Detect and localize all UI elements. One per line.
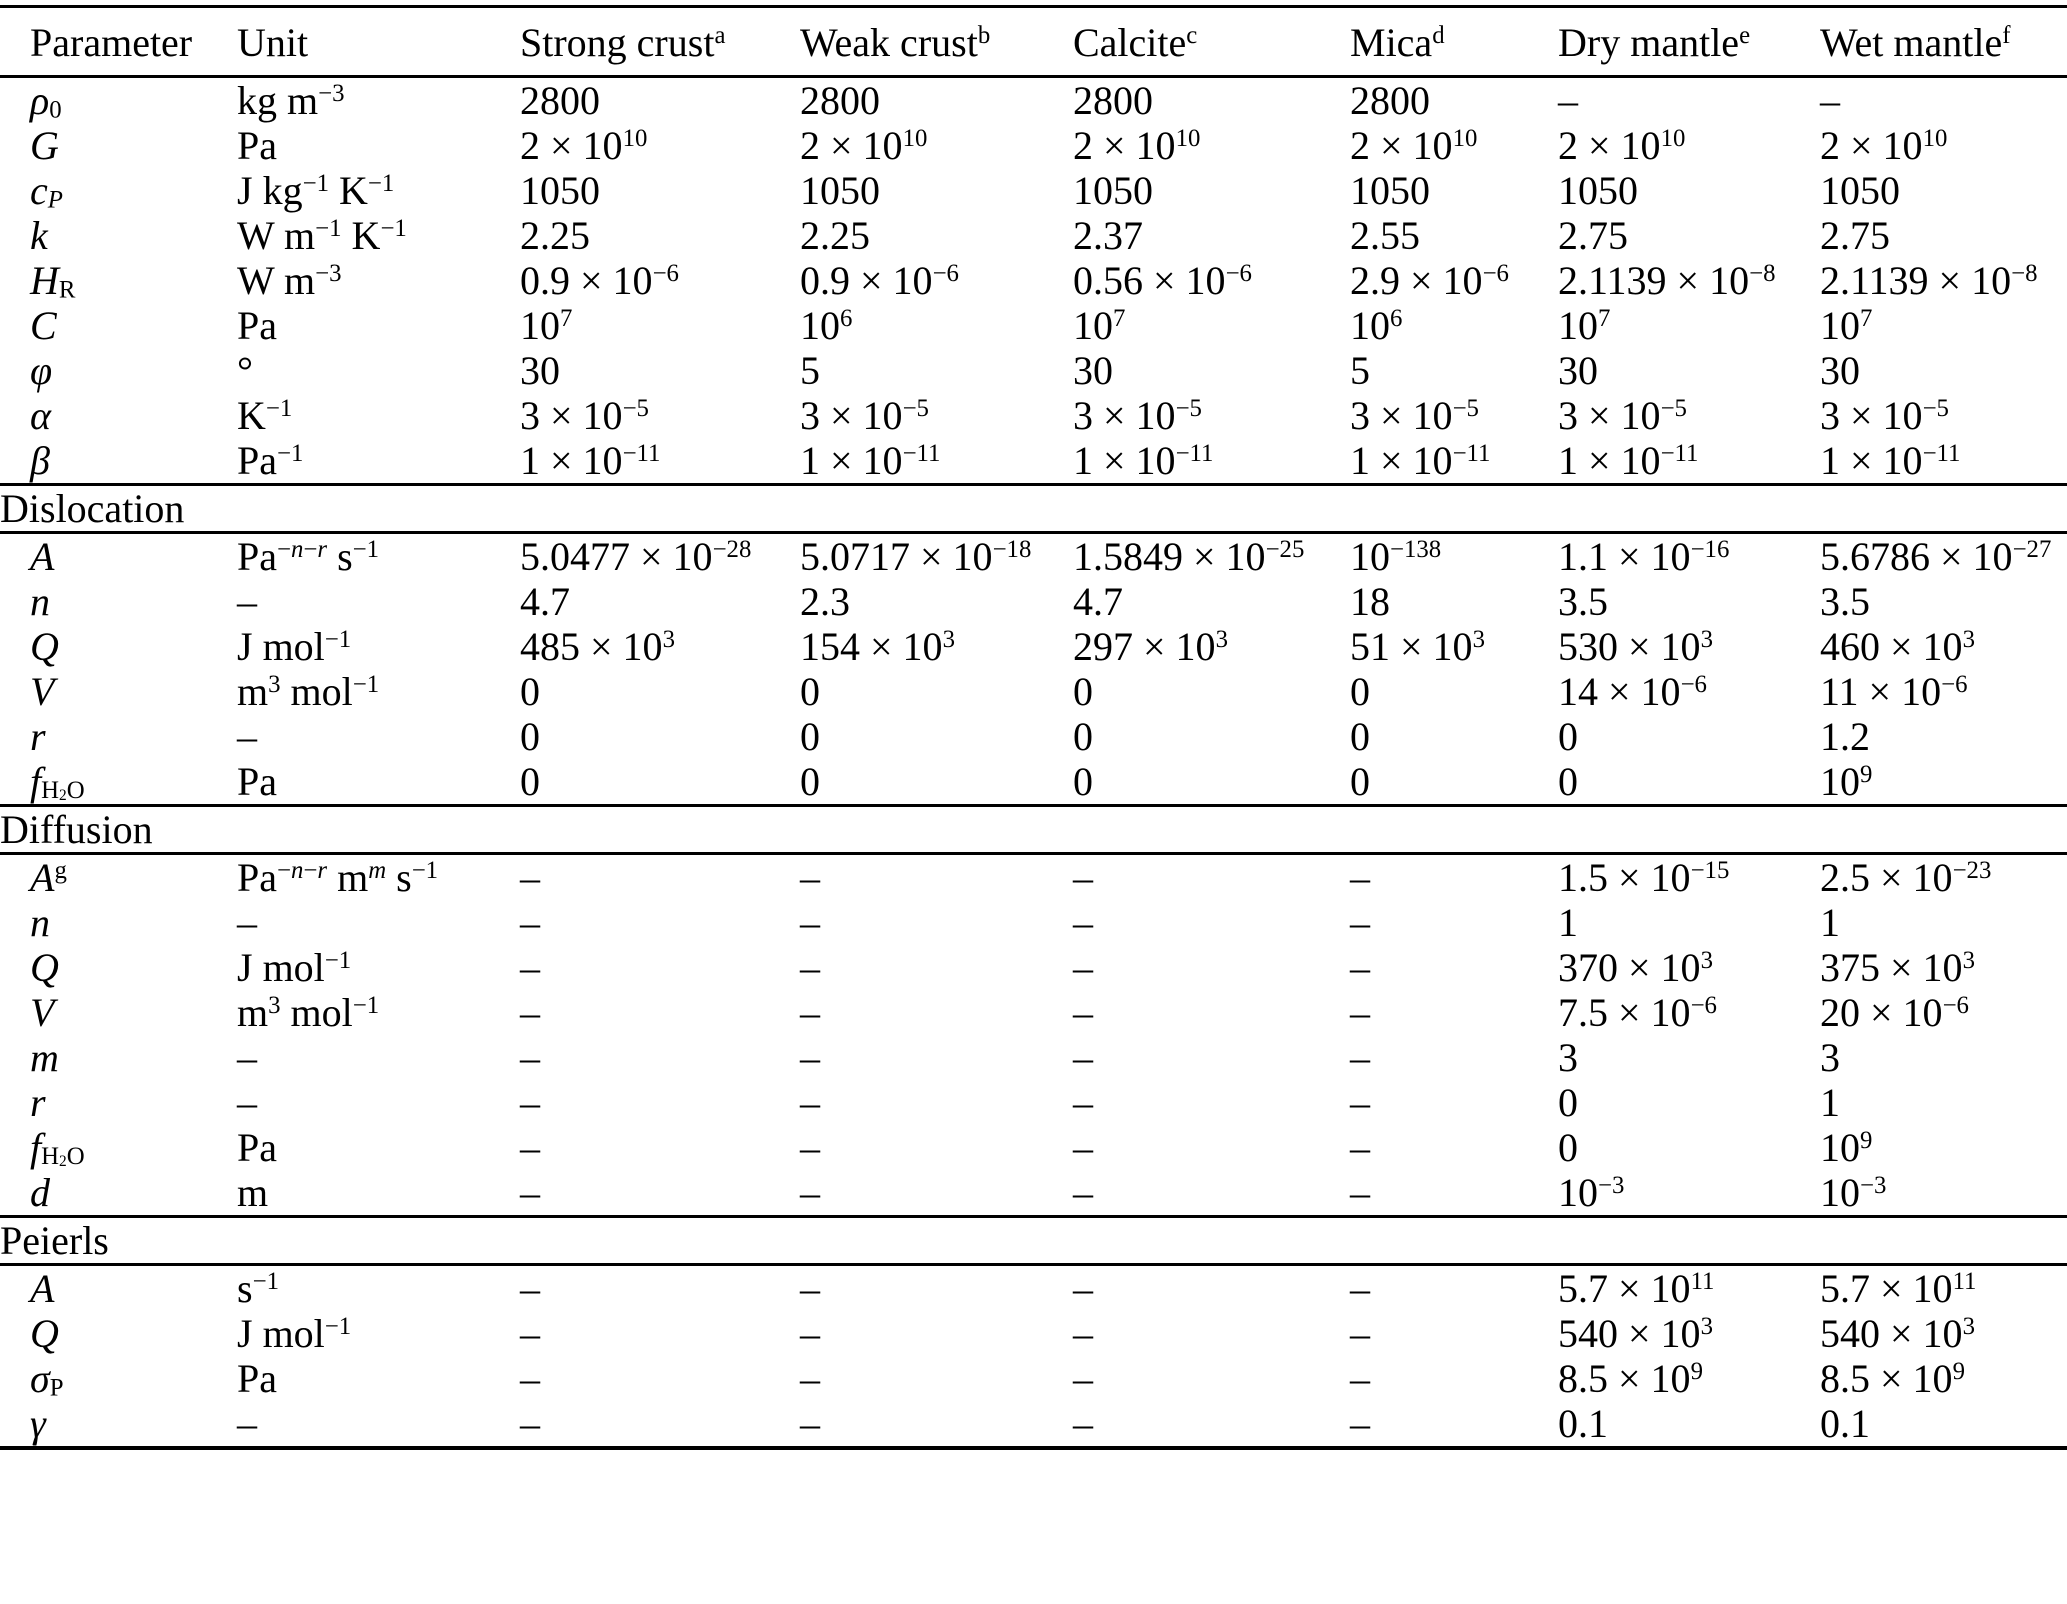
value-cell: – [1350,1356,1370,1401]
unit-cell: W $m^{-1}$ $K^{-1}$ [237,213,407,258]
column-header: Wet mantle$^f$ [1820,7,2067,77]
value-cell: – [1073,1266,1093,1311]
unit-cell: $m^3$ mol$^{-1}$ [237,990,380,1035]
parameter-cell: n [30,900,50,945]
table-header [0,7,2067,77]
parameter-cell: V [30,990,55,1035]
value-cell: 2.37 [1073,213,1143,258]
value-cell: $10^{-138}$ [1350,534,1442,579]
section-rows [0,533,2067,806]
parameter-cell: Q [30,1311,59,1356]
value-cell: – [520,1401,540,1446]
value-cell: 30 [520,348,560,393]
unit-cell: $Pa^{-n-r}$ $m^m$ $s^{-1}$ [237,855,439,900]
table-row [0,759,2067,806]
value-cell: $1.5849 \times 10^{-25}$ [1073,534,1305,579]
parameter-cell: $c_P$ [30,168,63,214]
table-row [0,77,2067,124]
parameter-cell: r [30,1080,46,1125]
value-cell: 2.75 [1820,213,1890,258]
value-cell: $3 \times 10^{-5}$ [1350,393,1479,438]
value-cell: – [1820,78,1840,123]
value-cell: 0 [1558,714,1578,759]
unit-cell: – [237,900,257,945]
value-cell: $370 \times 10^3$ [1558,945,1713,990]
value-cell: 3.5 [1558,579,1608,624]
parameter-cell: V [30,669,55,714]
value-cell: $2 \times 10^{10}$ [1350,123,1478,168]
value-cell: – [1350,900,1370,945]
value-cell: 0 [1350,669,1370,714]
parameter-cell: G [30,123,59,168]
value-cell: $10^9$ [1820,759,1873,804]
parameter-cell: Q [30,945,59,990]
value-cell: 1050 [800,168,880,213]
parameter-cell: $\rho_0$ [30,78,62,124]
value-cell: – [1073,1170,1093,1215]
value-cell: $1 \times 10^{-11}$ [800,438,941,483]
column-header: Strong crust$^a$ [520,7,800,77]
value-cell: $2.1139 \times 10^{-8}$ [1820,258,2038,303]
table-row [0,714,2067,759]
value-cell: – [1350,1080,1370,1125]
parameter-cell: Q [30,624,59,669]
value-cell: $14 \times 10^{-6}$ [1558,669,1707,714]
value-cell: $154 \times 10^3$ [800,624,955,669]
unit-cell: J mol$^{-1}$ [237,1311,352,1356]
value-cell: – [1350,945,1370,990]
unit-cell: – [237,1080,257,1125]
value-cell: 1.2 [1820,714,1870,759]
unit-cell: Pa [237,303,277,348]
value-cell: $10^7$ [520,303,573,348]
section-band [0,806,2067,854]
parameter-cell: r [30,714,46,759]
table-row [0,1401,2067,1448]
section-rows [0,854,2067,1217]
parameter-cell: φ [30,348,53,393]
value-cell: $2.5 \times 10^{-23}$ [1820,855,1992,900]
value-cell: $5.0477 \times 10^{-28}$ [520,534,752,579]
value-cell: – [1350,1266,1370,1311]
parameter-cell: A [30,1266,55,1311]
section-title: Dislocation [0,485,2067,533]
material-parameters-table [0,5,2067,1450]
value-cell: $2 \times 10^{10}$ [520,123,648,168]
unit-cell: – [237,1035,257,1080]
value-cell: – [800,1035,820,1080]
column-header: Calcite$^c$ [1073,7,1350,77]
value-cell: 0 [800,714,820,759]
value-cell: $5.7 \times 10^{11}$ [1820,1266,1977,1311]
parameter-cell: C [30,303,57,348]
value-cell: 2800 [1073,78,1153,123]
unit-cell: ° [237,348,253,393]
value-cell: 1050 [1073,168,1153,213]
unit-cell: Pa [237,1125,277,1170]
value-cell: – [520,1080,540,1125]
value-cell: $5.0717 \times 10^{-18}$ [800,534,1032,579]
value-cell: – [800,1125,820,1170]
unit-cell: – [237,1401,257,1446]
value-cell: $3 \times 10^{-5}$ [1820,393,1949,438]
value-cell: 1 [1558,900,1578,945]
parameter-cell: d [30,1170,50,1215]
value-cell: 30 [1558,348,1598,393]
value-cell: 0.1 [1820,1401,1870,1446]
value-cell: $11 \times 10^{-6}$ [1820,669,1968,714]
value-cell: – [1073,1035,1093,1080]
column-header: Parameter [0,7,237,77]
unit-cell: – [237,579,257,624]
value-cell: 0 [1558,759,1578,804]
value-cell: – [800,1080,820,1125]
value-cell: 0 [520,669,540,714]
value-cell: 2800 [520,78,600,123]
unit-cell: Pa [237,1356,277,1401]
value-cell: – [1073,1311,1093,1356]
value-cell: $540 \times 10^3$ [1820,1311,1975,1356]
section-band [0,1217,2067,1265]
table-row [0,533,2067,580]
parameter-cell: A [30,534,55,579]
unit-cell: $K^{-1}$ [237,393,293,438]
value-cell: 18 [1350,579,1390,624]
value-cell: $1 \times 10^{-11}$ [520,438,661,483]
header-row [0,7,2067,77]
value-cell: $10^{-3}$ [1558,1170,1625,1215]
value-cell: $0.9 \times 10^{-6}$ [800,258,959,303]
value-cell: 2.25 [800,213,870,258]
value-cell: 1050 [1350,168,1430,213]
table-row [0,213,2067,258]
parameter-cell: $A^g$ [30,855,67,900]
value-cell: 2.3 [800,579,850,624]
page [0,5,2067,1604]
value-cell: 0 [800,669,820,714]
value-cell: 0 [1073,714,1093,759]
value-cell: – [1558,78,1578,123]
value-cell: 0 [520,714,540,759]
value-cell: $2 \times 10^{10}$ [1558,123,1686,168]
parameter-cell: k [30,213,48,258]
value-cell: 3.5 [1820,579,1870,624]
section-title: Diffusion [0,806,2067,854]
unit-cell: J $kg^{-1}$ $K^{-1}$ [237,168,395,213]
value-cell: $375 \times 10^3$ [1820,945,1975,990]
value-cell: 1050 [1820,168,1900,213]
value-cell: – [520,1311,540,1356]
value-cell: 30 [1820,348,1860,393]
unit-cell: W $m^{-3}$ [237,258,342,303]
column-header: Dry mantle$^e$ [1558,7,1820,77]
value-cell: $1.5 \times 10^{-15}$ [1558,855,1730,900]
parameter-cell: $H_R$ [30,258,76,304]
table-row [0,438,2067,485]
value-cell: $10^6$ [1350,303,1403,348]
unit-cell: $Pa^{-n-r}$ $s^{-1}$ [237,534,380,579]
value-cell: 2.75 [1558,213,1628,258]
value-cell: $3 \times 10^{-5}$ [520,393,649,438]
value-cell: 2800 [1350,78,1430,123]
value-cell: $20 \times 10^{-6}$ [1820,990,1969,1035]
value-cell: – [1350,1170,1370,1215]
table-row [0,945,2067,990]
value-cell: $2 \times 10^{10}$ [1073,123,1201,168]
table-row [0,854,2067,901]
value-cell: – [1350,1311,1370,1356]
value-cell: $530 \times 10^3$ [1558,624,1713,669]
value-cell: 2800 [800,78,880,123]
value-cell: 0.1 [1558,1401,1608,1446]
unit-cell: J mol$^{-1}$ [237,945,352,990]
value-cell: 0 [1073,759,1093,804]
value-cell: $5.7 \times 10^{11}$ [1558,1266,1715,1311]
value-cell: $10^{-3}$ [1820,1170,1887,1215]
table-row [0,1125,2067,1170]
unit-cell: Pa [237,123,277,168]
table-row [0,1035,2067,1080]
unit-cell: $m^3$ mol$^{-1}$ [237,669,380,714]
table-row [0,303,2067,348]
value-cell: 4.7 [1073,579,1123,624]
value-cell: 0 [1558,1125,1578,1170]
value-cell: 0 [1073,669,1093,714]
value-cell: $1 \times 10^{-11}$ [1073,438,1214,483]
value-cell: 3 [1558,1035,1578,1080]
value-cell: $485 \times 10^3$ [520,624,675,669]
value-cell: – [800,990,820,1035]
unit-cell: J mol$^{-1}$ [237,624,352,669]
unit-cell: Pa [237,759,277,804]
value-cell: – [520,1035,540,1080]
table-row [0,1356,2067,1401]
unit-cell: $Pa^{-1}$ [237,438,304,483]
parameter-cell: $f_{H_2O}$ [30,759,85,805]
section-band [0,485,2067,533]
value-cell: $5.6786 \times 10^{-27}$ [1820,534,2052,579]
table-row [0,669,2067,714]
value-cell: 0 [520,759,540,804]
value-cell: – [520,855,540,900]
unit-cell: kg $m^{-3}$ [237,78,345,123]
value-cell: $10^7$ [1820,303,1873,348]
value-cell: $10^6$ [800,303,853,348]
table-row [0,1311,2067,1356]
value-cell: $460 \times 10^3$ [1820,624,1975,669]
table-row [0,393,2067,438]
value-cell: – [520,1170,540,1215]
value-cell: 1050 [1558,168,1638,213]
table-row [0,990,2067,1035]
value-cell: 1 [1820,900,1840,945]
parameter-cell: β [30,438,50,483]
table-row [0,168,2067,213]
value-cell: – [1350,855,1370,900]
value-cell: – [1073,945,1093,990]
value-cell: – [800,900,820,945]
value-cell: – [1073,1401,1093,1446]
value-cell: – [1350,1125,1370,1170]
value-cell: – [520,945,540,990]
unit-cell: m [237,1170,269,1215]
value-cell: – [1350,1401,1370,1446]
table-row [0,1170,2067,1217]
value-cell: $10^7$ [1558,303,1611,348]
value-cell: – [1073,1356,1093,1401]
section-title: Peierls [0,1217,2067,1265]
value-cell: – [1073,855,1093,900]
section-rows [0,77,2067,485]
value-cell: – [1073,1080,1093,1125]
value-cell: – [1350,1035,1370,1080]
value-cell: – [520,1356,540,1401]
value-cell: $51 \times 10^3$ [1350,624,1485,669]
value-cell: – [1073,990,1093,1035]
parameter-cell: n [30,579,50,624]
value-cell: $10^7$ [1073,303,1126,348]
value-cell: $297 \times 10^3$ [1073,624,1228,669]
value-cell: – [800,1311,820,1356]
table-row [0,579,2067,624]
value-cell: $540 \times 10^3$ [1558,1311,1713,1356]
value-cell: 0 [1558,1080,1578,1125]
value-cell: $0.56 \times 10^{-6}$ [1073,258,1252,303]
value-cell: $0.9 \times 10^{-6}$ [520,258,679,303]
value-cell: – [800,1170,820,1215]
value-cell: $10^9$ [1820,1125,1873,1170]
parameter-cell: α [30,393,51,438]
value-cell: 2.55 [1350,213,1420,258]
value-cell: 0 [1350,714,1370,759]
value-cell: $7.5 \times 10^{-6}$ [1558,990,1717,1035]
value-cell: – [520,1266,540,1311]
value-cell: 0 [800,759,820,804]
value-cell: $3 \times 10^{-5}$ [1558,393,1687,438]
column-header: Unit [237,7,520,77]
value-cell: 2.25 [520,213,590,258]
value-cell: – [520,1125,540,1170]
value-cell: 1 [1820,1080,1840,1125]
value-cell: 4.7 [520,579,570,624]
value-cell: 1050 [520,168,600,213]
table-row [0,900,2067,945]
value-cell: $8.5 \times 10^9$ [1820,1356,1965,1401]
section-rows [0,1265,2067,1449]
section-title-row [0,806,2067,854]
value-cell: 5 [800,348,820,393]
column-header: Mica$^d$ [1350,7,1558,77]
column-header: Weak crust$^b$ [800,7,1073,77]
parameter-cell: $\sigma_P$ [30,1356,64,1402]
value-cell: 5 [1350,348,1370,393]
value-cell: $3 \times 10^{-5}$ [800,393,929,438]
value-cell: – [520,900,540,945]
parameter-cell: m [30,1035,59,1080]
value-cell: $1.1 \times 10^{-16}$ [1558,534,1730,579]
value-cell: $1 \times 10^{-11}$ [1558,438,1699,483]
value-cell: – [800,945,820,990]
section-title-row [0,1217,2067,1265]
value-cell: 30 [1073,348,1113,393]
unit-cell: $s^{-1}$ [237,1266,279,1311]
value-cell: $8.5 \times 10^9$ [1558,1356,1703,1401]
table-row [0,624,2067,669]
parameter-cell: γ [30,1401,46,1446]
value-cell: – [1350,990,1370,1035]
value-cell: 0 [1350,759,1370,804]
parameter-cell: $f_{H_2O}$ [30,1125,85,1171]
table-row [0,1265,2067,1312]
value-cell: $1 \times 10^{-11}$ [1350,438,1491,483]
section-title-row [0,485,2067,533]
table-row [0,258,2067,303]
value-cell: – [800,1266,820,1311]
value-cell: $2 \times 10^{10}$ [1820,123,1948,168]
value-cell: – [520,990,540,1035]
value-cell: $1 \times 10^{-11}$ [1820,438,1961,483]
table-row [0,1080,2067,1125]
value-cell: 3 [1820,1035,1840,1080]
table-row [0,123,2067,168]
unit-cell: – [237,714,257,759]
table-row [0,348,2067,393]
value-cell: $2 \times 10^{10}$ [800,123,928,168]
value-cell: – [1073,900,1093,945]
value-cell: $2.9 \times 10^{-6}$ [1350,258,1509,303]
value-cell: – [1073,1125,1093,1170]
value-cell: – [800,1401,820,1446]
value-cell: $2.1139 \times 10^{-8}$ [1558,258,1776,303]
value-cell: $3 \times 10^{-5}$ [1073,393,1202,438]
value-cell: – [800,1356,820,1401]
value-cell: – [800,855,820,900]
